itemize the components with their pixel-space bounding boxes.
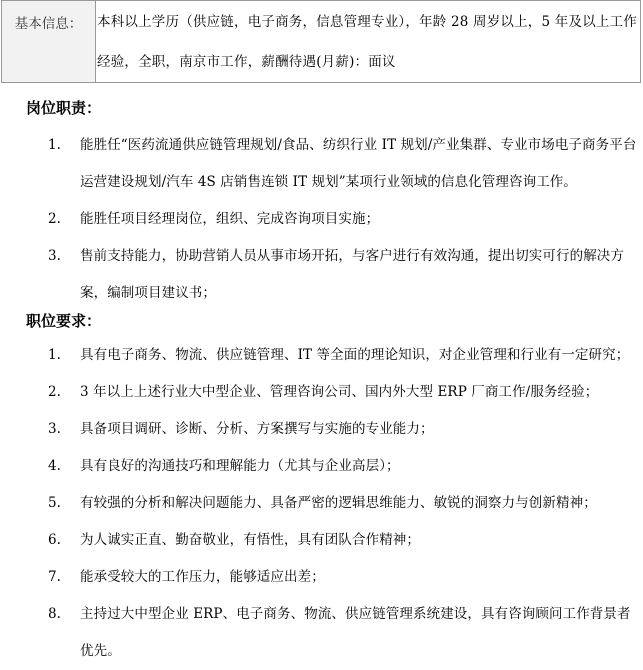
list-item-text: 有较强的分析和解决问题能力、具备严密的逻辑思维能力、敏锐的洞察力与创新精神； xyxy=(80,495,597,511)
list-item-text: 3 年以上上述行业大中型企业、管理咨询公司、国内外大型 ERP 厂商工作/服务经验； xyxy=(80,384,599,400)
list-item-number: 8. xyxy=(48,606,61,622)
list-item-number: 2. xyxy=(48,211,61,227)
list-item-number: 3. xyxy=(48,421,61,437)
list-item-text: 主持过大中型企业 ERP、电子商务、物流、供应链管理系统建设，具有咨询顾问工作背景者优先。 xyxy=(80,606,631,659)
list-item-text: 能承受较大的工作压力，能够适应出差； xyxy=(80,569,325,585)
basic-info-label: 基本信息： xyxy=(14,16,83,32)
list-item-number: 3. xyxy=(48,248,61,264)
duties-heading: 岗位职责： xyxy=(26,99,102,117)
list-item-text: 为人诚实正直、勤奋敬业，有悟性，具有团队合作精神； xyxy=(80,532,420,548)
basic-info-row xyxy=(2,1,641,83)
list-item-text: 能胜任项目经理岗位，组织、完成咨询项目实施； xyxy=(80,211,380,227)
basic-info-label-cell xyxy=(2,1,96,83)
duties-list xyxy=(0,127,643,312)
list-item-number: 1. xyxy=(48,137,61,153)
list-item xyxy=(0,127,643,201)
list-item-text: 具备项目调研、诊断、分析、方案撰写与实施的专业能力； xyxy=(80,421,434,437)
list-item-number: 1. xyxy=(48,347,61,363)
list-item xyxy=(0,337,643,374)
list-item-text: 具有良好的沟通技巧和理解能力（尤其与企业高层）； xyxy=(80,458,400,474)
list-item xyxy=(0,411,643,448)
requirements-list xyxy=(0,337,643,670)
list-item xyxy=(0,238,643,312)
list-item-number: 6. xyxy=(48,532,61,548)
list-item xyxy=(0,448,643,485)
list-item xyxy=(0,522,643,559)
requirements-heading: 职位要求： xyxy=(26,312,102,330)
list-item xyxy=(0,485,643,522)
list-item-text: 具有电子商务、物流、供应链管理、IT 等全面的理论知识，对企业管理和行业有一定研究； xyxy=(80,347,630,363)
basic-info-table xyxy=(1,0,641,83)
list-item-text: 能胜任“医药流通供应链管理规划/食品、纺织行业 IT 规划/产业集群、专业市场电子商务平台运营建设规划/汽车 4S 店销售连锁 IT 规划”某项行业领域的信息化管理咨询工作。 xyxy=(80,137,637,190)
list-item xyxy=(0,201,643,238)
list-item-number: 2. xyxy=(48,384,61,400)
list-item xyxy=(0,374,643,411)
basic-info-value: 本科以上学历（供应链，电子商务，信息管理专业），年龄 28 周岁以上，5 年及以上工作经验，全职，南京市工作，薪酬待遇(月薪)：面议 xyxy=(97,14,637,70)
basic-info-value-cell xyxy=(96,1,641,83)
list-item-text: 售前支持能力，协助营销人员从事市场开拓，与客户进行有效沟通，提出切实可行的解决方案，编制项目建议书； xyxy=(80,248,624,301)
list-item-number: 4. xyxy=(48,458,61,474)
list-item-number: 5. xyxy=(48,495,61,511)
list-item xyxy=(0,559,643,596)
list-item-number: 7. xyxy=(48,569,61,585)
